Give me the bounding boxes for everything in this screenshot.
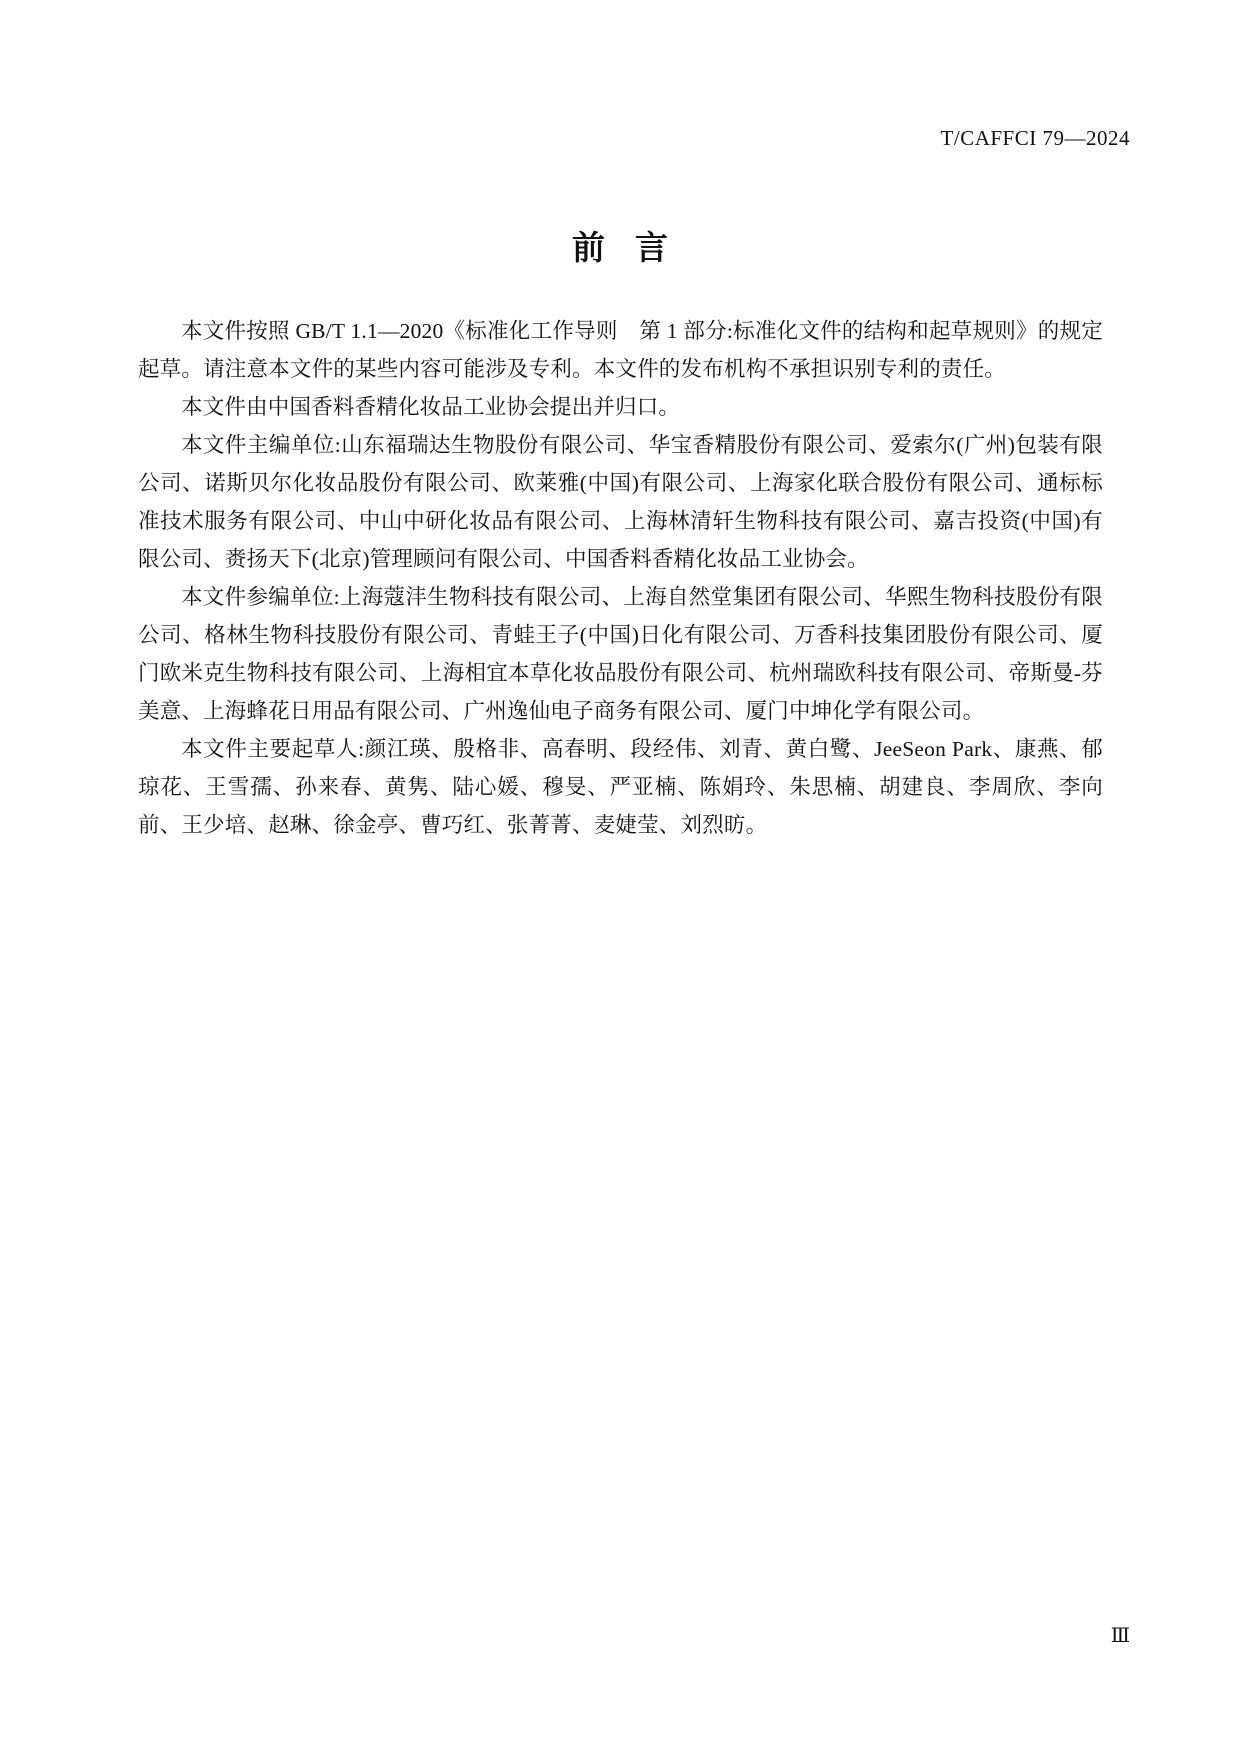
standard-code-header: T/CAFFCI 79—2024 — [940, 126, 1130, 150]
page-number: Ⅲ — [1110, 1625, 1130, 1647]
paragraph: 本文件按照 GB/T 1.1—2020《标准化工作导则 第 1 部分:标准化文件的结构和起草规则》的规定起草。请注意本文件的某些内容可能涉及专利。本文件的发布机构不承担识别专利的责任。 — [138, 319, 1103, 381]
paragraph: 本文件主要起草人:颜江瑛、殷格非、高春明、段经伟、刘青、黄白鹭、JeeSeon Park、康燕、郁琼花、王雪孺、孙来春、黄隽、陆心媛、穆旻、严亚楠、陈娟玲、朱思楠、胡建良、李周欣、李向前、王少培、赵琳、徐金亭、曹巧红、张菁菁、麦婕莹、刘烈昉。 — [138, 737, 1103, 837]
paragraph: 本文件参编单位:上海蔻沣生物科技有限公司、上海自然堂集团有限公司、华熙生物科技股份有限公司、格林生物科技股份有限公司、青蛙王子(中国)日化有限公司、万香科技集团股份有限公司、厦门欧米克生物科技有限公司、上海相宜本草化妆品股份有限公司、杭州瑞欧科技有限公司、帝斯曼-芬美意、上海蜂花日用品有限公司、广州逸仙电子商务有限公司、厦门中坤化学有限公司。 — [138, 585, 1103, 723]
foreword-body — [138, 312, 1103, 844]
page-title: 前言 — [572, 228, 698, 267]
paragraph: 本文件由中国香料香精化妆品工业协会提出并归口。 — [181, 395, 681, 419]
paragraph: 本文件主编单位:山东福瑞达生物股份有限公司、华宝香精股份有限公司、爱索尔(广州)包装有限公司、诺斯贝尔化妆品股份有限公司、欧莱雅(中国)有限公司、上海家化联合股份有限公司、通标标准技术服务有限公司、中山中研化妆品有限公司、上海林清轩生物科技有限公司、嘉吉投资(中国)有限公司、赉扬天下(北京)管理顾问有限公司、中国香料香精化妆品工业协会。 — [138, 433, 1103, 571]
